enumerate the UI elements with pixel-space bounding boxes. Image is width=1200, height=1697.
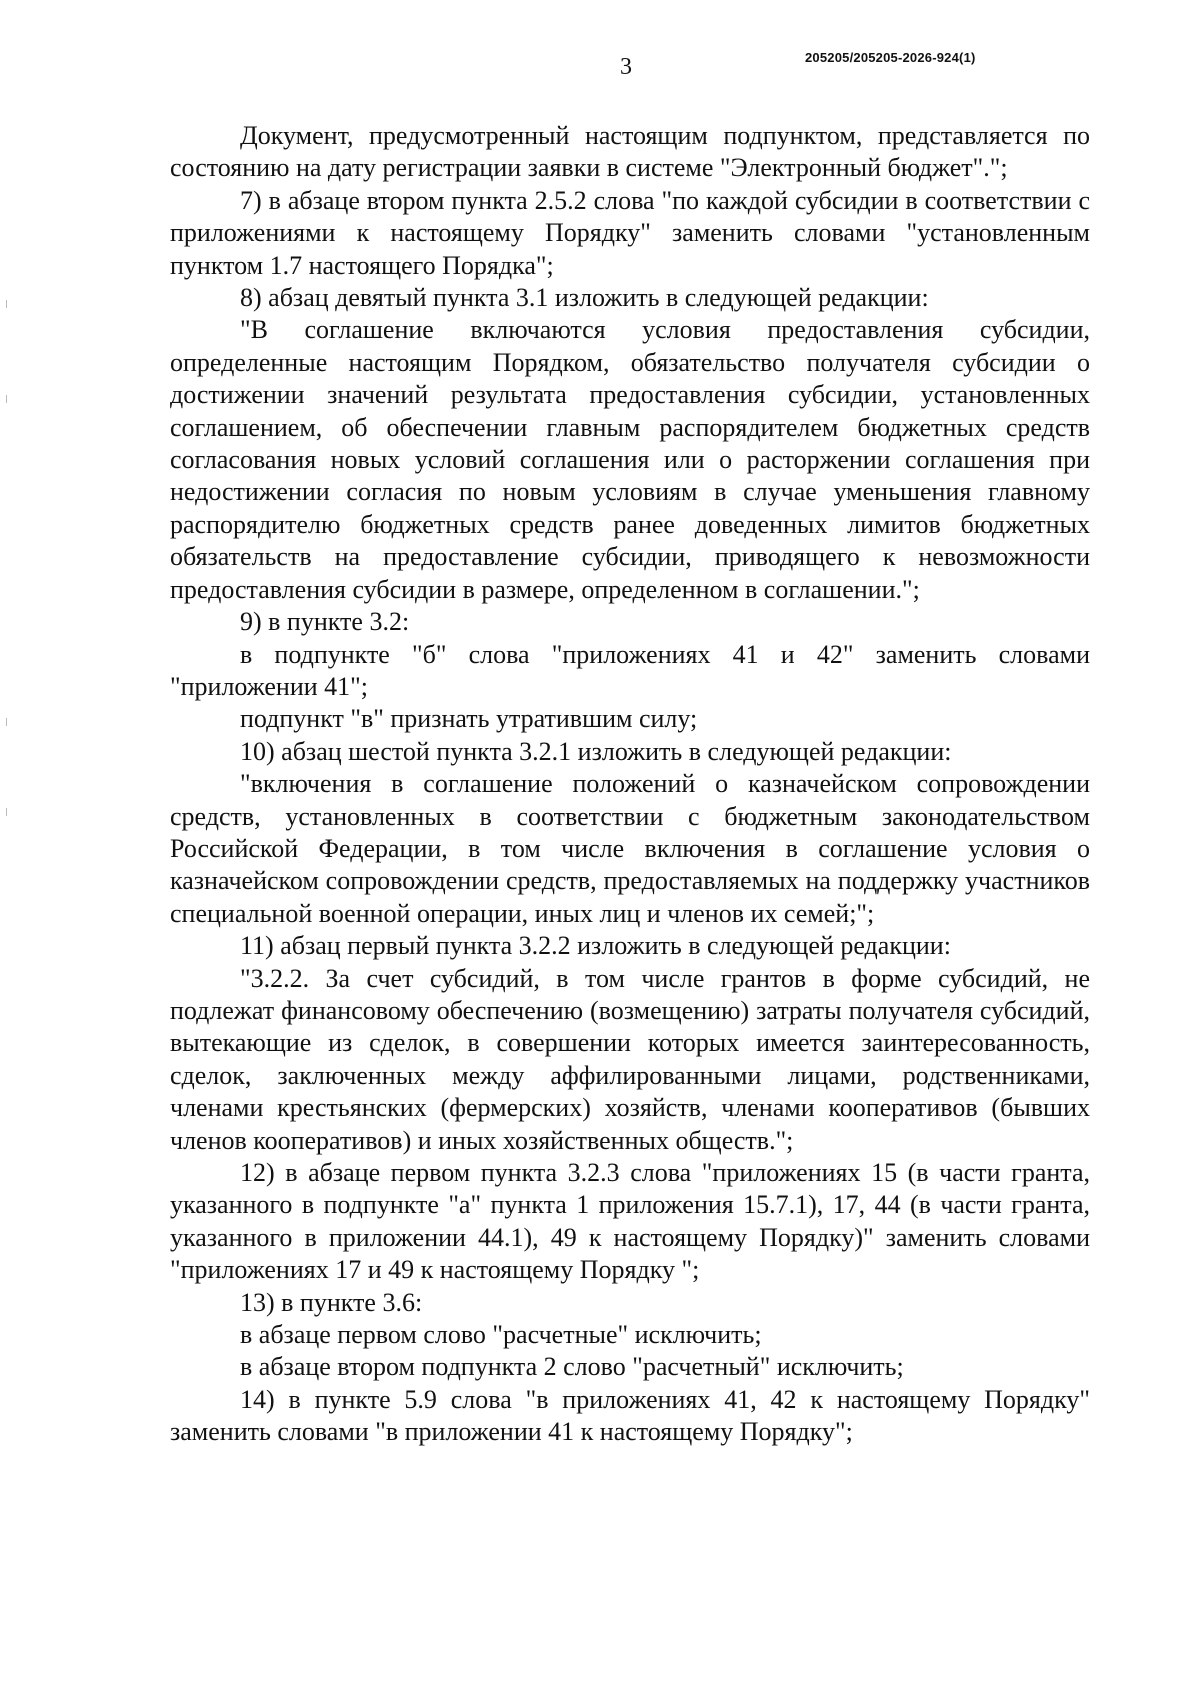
document-id: 205205/205205-2026-924(1) bbox=[805, 50, 976, 65]
paragraph: "3.2.2. За счет субсидий, в том числе грантов в форме субсидий, не подлежат финансовому обеспечению (возмещению) затраты получателя субсидий, вытекающие из сделок, в совершении которых имеется заинтересованность, сделок, заключенных между аффилированными лицами, родственниками, членами крестьянских (фермерских) хозяйств, членами кооперативов (бывших членов кооперативов) и иных хозяйственных обществ."; bbox=[170, 963, 1090, 1155]
paragraph: "включения в соглашение положений о казначейском сопровождении средств, установленных в соответствии с бюджетным законодательством Российской Федерации, в том числе включения в соглашение условия о казначейском сопровождении средств, предоставляемых на поддержку участников специальной военной операции, иных лиц и членов их семей;"; bbox=[170, 769, 1090, 928]
paragraph: в абзаце первом слово "расчетные" исключить; bbox=[240, 1320, 762, 1350]
paragraph: подпункт "в" признать утратившим силу; bbox=[240, 704, 698, 734]
paragraph: 10) абзац шестой пункта 3.2.1 изложить в следующей редакции: bbox=[240, 736, 952, 766]
paragraph: 12) в абзаце первом пункта 3.2.3 слова "приложениях 15 (в части гранта, указанного в подпункте "а" пункта 1 приложения 15.7.1), 17, 44 (в части гранта, указанного в приложении 44.1), 49 к настоящему Порядку)" заменить словами "приложениях 17 и 49 к настоящему Порядку "; bbox=[170, 1158, 1090, 1285]
paragraph: 14) в пункте 5.9 слова "в приложениях 41, 42 к настоящему Порядку" заменить словами "в приложении 41 к настоящему Порядку"; bbox=[170, 1384, 1090, 1447]
paragraph: в абзаце втором подпункта 2 слово "расчетный" исключить; bbox=[240, 1352, 904, 1382]
paragraph: "В соглашение включаются условия предоставления субсидии, определенные настоящим Порядком, обязательство получателя субсидии о достижении значений результата предоставления субсидии, установленных соглашением, об обеспечении главным распорядителем бюджетных средств согласования новых условий соглашения или о расторжении соглашения при недостижении согласия по новым условиям в случае уменьшения главному распорядителю бюджетных средств ранее доведенных лимитов бюджетных обязательств на предоставление субсидии, приводящего к невозможности предоставления субсидии в размере, определенном в соглашении."; bbox=[170, 315, 1090, 604]
paragraph: Документ, предусмотренный настоящим подпунктом, представляется по состоянию на дату регистрации заявки в системе "Электронный бюджет"."; bbox=[170, 121, 1090, 183]
paragraph: 11) абзац первый пункта 3.2.2 изложить в следующей редакции: bbox=[240, 931, 951, 961]
paragraph: в подпункте "б" слова "приложениях 41 и 42" заменить словами "приложении 41"; bbox=[170, 639, 1090, 701]
page-number: 3 bbox=[620, 54, 632, 80]
document-body bbox=[170, 120, 1090, 1449]
paragraph: 9) в пункте 3.2: bbox=[240, 607, 410, 637]
paragraph: 8) абзац девятый пункта 3.1 изложить в следующей редакции: bbox=[240, 283, 929, 313]
paragraph: 13) в пункте 3.6: bbox=[240, 1287, 423, 1317]
scan-margin-marks bbox=[0, 0, 20, 1697]
paragraph: 7) в абзаце втором пункта 2.5.2 слова "по каждой субсидии в соответствии с приложениями к настоящему Порядку" заменить словами "установленным пунктом 1.7 настоящего Порядка"; bbox=[170, 185, 1090, 280]
